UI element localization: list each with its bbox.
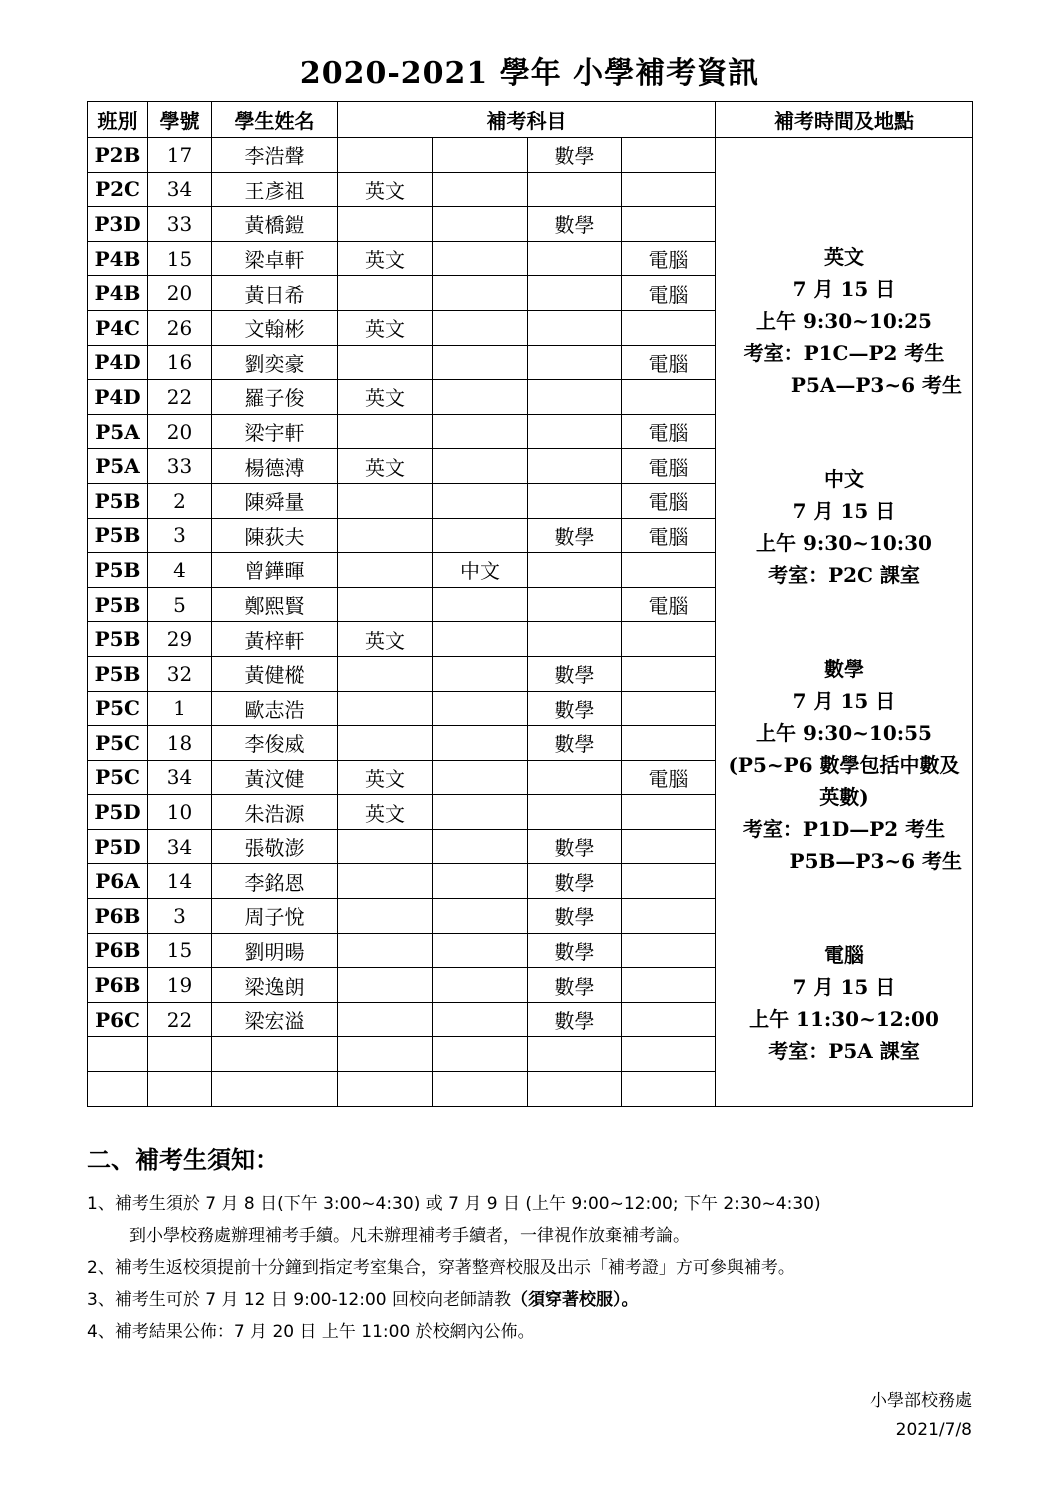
- subject-english-cell: 英文: [338, 795, 433, 830]
- class-cell: P5D: [88, 829, 148, 864]
- subject-english-cell: [338, 899, 433, 934]
- student-number-cell: 3: [148, 899, 212, 934]
- student-name-cell: 梁卓軒: [212, 241, 338, 276]
- math-room-2: P5B—P3~6 考生: [789, 848, 962, 873]
- subject-chinese-cell: [433, 587, 528, 622]
- student-number-cell: 2: [148, 483, 212, 518]
- class-cell: P5A: [88, 449, 148, 484]
- class-cell: P4D: [88, 380, 148, 415]
- subject-chinese-cell: [433, 760, 528, 795]
- notice-item-3: [87, 1284, 821, 1316]
- schedule-english: [716, 241, 972, 401]
- student-number-cell: 15: [148, 933, 212, 968]
- subject-english-cell: [338, 414, 433, 449]
- subject-chinese-cell: [433, 276, 528, 311]
- math-date: 7 月 15 日: [792, 688, 896, 713]
- math-room-1: 考室：P1D—P2 考生: [742, 816, 946, 841]
- subject-chinese-cell: [433, 138, 528, 173]
- english-room-1: 考室：P1C—P2 考生: [743, 340, 945, 365]
- student-name-cell: 陳舜量: [212, 483, 338, 518]
- english-subject: 英文: [824, 244, 864, 269]
- subject-chinese-cell: [433, 726, 528, 761]
- student-name-cell: 周子悅: [212, 899, 338, 934]
- subject-math-cell: 數學: [528, 829, 622, 864]
- class-cell: P5C: [88, 760, 148, 795]
- notice-list: [87, 1188, 821, 1348]
- subject-chinese-cell: [433, 691, 528, 726]
- student-number-cell: 20: [148, 276, 212, 311]
- subject-chinese-cell: [433, 622, 528, 657]
- header-time-place: 補考時間及地點: [716, 102, 973, 138]
- subject-math-cell: 數學: [528, 899, 622, 934]
- student-number-cell: 34: [148, 172, 212, 207]
- student-name-cell: 黃日希: [212, 276, 338, 311]
- subject-math-cell: [528, 276, 622, 311]
- subject-computer-cell: [622, 899, 716, 934]
- class-cell: P5C: [88, 726, 148, 761]
- class-cell: P4B: [88, 241, 148, 276]
- student-name-cell: 鄭熙賢: [212, 587, 338, 622]
- subject-chinese-cell: [433, 795, 528, 830]
- schedule-computer: [716, 939, 972, 1067]
- student-name-cell: 梁宏溢: [212, 1002, 338, 1037]
- subject-english-cell: [338, 726, 433, 761]
- student-number-cell: 22: [148, 1002, 212, 1037]
- schedule-cell: [716, 138, 973, 1107]
- subject-chinese-cell: [433, 968, 528, 1003]
- student-name-cell: 梁宇軒: [212, 414, 338, 449]
- notice-item-4: 4、補考結果公佈：7 月 20 日 上午 11:00 於校網內公佈。: [87, 1322, 535, 1342]
- subject-chinese-cell: [433, 656, 528, 691]
- subject-english-cell: [338, 1037, 433, 1072]
- student-name-cell: 梁逸朗: [212, 968, 338, 1003]
- class-cell: P5B: [88, 622, 148, 657]
- chinese-time: 上午 9:30~10:30: [756, 530, 932, 555]
- table-row: [88, 138, 973, 173]
- student-number-cell: 33: [148, 207, 212, 242]
- schedule-math: [716, 653, 972, 877]
- subject-english-cell: [338, 1002, 433, 1037]
- student-number-cell: 14: [148, 864, 212, 899]
- subject-chinese-cell: [433, 829, 528, 864]
- subject-english-cell: 英文: [338, 449, 433, 484]
- subject-computer-cell: [622, 380, 716, 415]
- subject-math-cell: [528, 587, 622, 622]
- english-room-2: P5A—P3~6 考生: [790, 372, 962, 397]
- class-cell: P2C: [88, 172, 148, 207]
- subject-english-cell: [338, 138, 433, 173]
- subject-chinese-cell: [433, 899, 528, 934]
- class-cell: P5B: [88, 553, 148, 588]
- student-name-cell: 王彥祖: [212, 172, 338, 207]
- class-cell: [88, 1072, 148, 1107]
- class-cell: [88, 1037, 148, 1072]
- student-number-cell: 4: [148, 553, 212, 588]
- computer-time: 上午 11:30~12:00: [749, 1006, 939, 1031]
- subject-english-cell: [338, 276, 433, 311]
- chinese-room: 考室：P2C 課室: [768, 562, 920, 587]
- subject-math-cell: [528, 414, 622, 449]
- class-cell: P5B: [88, 656, 148, 691]
- subject-math-cell: 數學: [528, 933, 622, 968]
- student-name-cell: 張敬澎: [212, 829, 338, 864]
- subject-english-cell: [338, 968, 433, 1003]
- computer-room: 考室：P5A 課室: [768, 1038, 920, 1063]
- subject-computer-cell: 電腦: [622, 760, 716, 795]
- subject-chinese-cell: [433, 1037, 528, 1072]
- subject-chinese-cell: [433, 518, 528, 553]
- subject-computer-cell: [622, 864, 716, 899]
- student-name-cell: 劉奕豪: [212, 345, 338, 380]
- student-name-cell: 羅子俊: [212, 380, 338, 415]
- math-subject: 數學: [824, 656, 864, 681]
- subject-english-cell: [338, 553, 433, 588]
- header-number: 學號: [148, 102, 212, 138]
- student-number-cell: 29: [148, 622, 212, 657]
- table-body: [88, 138, 973, 1107]
- subject-math-cell: [528, 622, 622, 657]
- page-title: 2020-2021 學年 小學補考資訊: [299, 56, 760, 91]
- chinese-subject: 中文: [824, 466, 864, 491]
- header-name: 學生姓名: [212, 102, 338, 138]
- student-name-cell: 黃橋鎧: [212, 207, 338, 242]
- student-number-cell: 22: [148, 380, 212, 415]
- math-time: 上午 9:30~10:55: [756, 720, 932, 745]
- student-number-cell: 19: [148, 968, 212, 1003]
- subject-math-cell: [528, 241, 622, 276]
- student-name-cell: 文翰彬: [212, 310, 338, 345]
- subject-english-cell: [338, 483, 433, 518]
- student-name-cell: 黃健樅: [212, 656, 338, 691]
- subject-math-cell: [528, 380, 622, 415]
- class-cell: P6A: [88, 864, 148, 899]
- class-cell: P4B: [88, 276, 148, 311]
- footer-date: 2021/7/8: [895, 1420, 972, 1440]
- student-name-cell: 歐志浩: [212, 691, 338, 726]
- subject-computer-cell: [622, 622, 716, 657]
- subject-chinese-cell: [433, 172, 528, 207]
- subject-computer-cell: [622, 691, 716, 726]
- subject-english-cell: [338, 691, 433, 726]
- subject-computer-cell: [622, 933, 716, 968]
- notice-heading: 二、補考生須知：: [87, 1145, 279, 1174]
- subject-math-cell: 數學: [528, 207, 622, 242]
- student-name-cell: 劉明暘: [212, 933, 338, 968]
- student-number-cell: 1: [148, 691, 212, 726]
- subject-math-cell: 數學: [528, 138, 622, 173]
- subject-chinese-cell: [433, 207, 528, 242]
- subject-computer-cell: [622, 1002, 716, 1037]
- student-number-cell: 15: [148, 241, 212, 276]
- subject-chinese-cell: [433, 449, 528, 484]
- makeup-exam-table: [87, 101, 973, 1107]
- student-number-cell: 32: [148, 656, 212, 691]
- header-class: 班別: [88, 102, 148, 138]
- student-number-cell: 16: [148, 345, 212, 380]
- subject-chinese-cell: [433, 1002, 528, 1037]
- class-cell: P5D: [88, 795, 148, 830]
- student-name-cell: 楊德溥: [212, 449, 338, 484]
- subject-computer-cell: 電腦: [622, 518, 716, 553]
- subject-math-cell: [528, 172, 622, 207]
- subject-english-cell: [338, 1072, 433, 1107]
- subject-english-cell: [338, 829, 433, 864]
- student-number-cell: 34: [148, 829, 212, 864]
- computer-date: 7 月 15 日: [792, 974, 896, 999]
- student-number-cell: 5: [148, 587, 212, 622]
- subject-chinese-cell: [433, 345, 528, 380]
- subject-english-cell: [338, 587, 433, 622]
- student-number-cell: 10: [148, 795, 212, 830]
- subject-chinese-cell: [433, 414, 528, 449]
- subject-computer-cell: 電腦: [622, 241, 716, 276]
- notice-item-1-cont: 到小學校務處辦理補考手續。凡未辦理補考手續者，一律視作放棄補考論。: [129, 1226, 690, 1246]
- subject-english-cell: [338, 864, 433, 899]
- subject-math-cell: 數學: [528, 726, 622, 761]
- header-subjects: 補考科目: [338, 102, 716, 138]
- subject-math-cell: 數學: [528, 691, 622, 726]
- subject-english-cell: [338, 345, 433, 380]
- class-cell: P5C: [88, 691, 148, 726]
- student-number-cell: 17: [148, 138, 212, 173]
- class-cell: P2B: [88, 138, 148, 173]
- subject-computer-cell: [622, 726, 716, 761]
- subject-math-cell: [528, 1072, 622, 1107]
- subject-english-cell: 英文: [338, 172, 433, 207]
- subject-math-cell: [528, 760, 622, 795]
- subject-computer-cell: 電腦: [622, 276, 716, 311]
- subject-math-cell: [528, 310, 622, 345]
- subject-english-cell: 英文: [338, 622, 433, 657]
- class-cell: P5B: [88, 518, 148, 553]
- subject-computer-cell: [622, 968, 716, 1003]
- notice-item-3-text: 3、補考生可於 7 月 12 日 9:00-12:00 回校向老師請教: [87, 1290, 511, 1310]
- subject-chinese-cell: [433, 864, 528, 899]
- subject-math-cell: [528, 553, 622, 588]
- subject-math-cell: [528, 795, 622, 830]
- student-number-cell: [148, 1037, 212, 1072]
- class-cell: P3D: [88, 207, 148, 242]
- student-number-cell: 18: [148, 726, 212, 761]
- notice-item-2: 2、補考生返校須提前十分鐘到指定考室集合，穿著整齊校服及出示「補考證」方可參與補考。: [87, 1258, 795, 1278]
- footer-office: 小學部校務處: [870, 1391, 972, 1411]
- subject-english-cell: [338, 207, 433, 242]
- class-cell: P5B: [88, 483, 148, 518]
- class-cell: P6B: [88, 968, 148, 1003]
- subject-chinese-cell: [433, 1072, 528, 1107]
- subject-chinese-cell: [433, 380, 528, 415]
- subject-math-cell: [528, 345, 622, 380]
- subject-math-cell: [528, 1037, 622, 1072]
- subject-computer-cell: [622, 138, 716, 173]
- class-cell: P6B: [88, 899, 148, 934]
- subject-computer-cell: 電腦: [622, 345, 716, 380]
- notice-item-1: 1、補考生須於 7 月 8 日(下午 3:00~4:30) 或 7 月 9 日 (上午 9:00~12:00; 下午 2:30~4:30): [87, 1194, 821, 1214]
- student-number-cell: 33: [148, 449, 212, 484]
- subject-computer-cell: [622, 795, 716, 830]
- student-name-cell: 陳荻夫: [212, 518, 338, 553]
- subject-chinese-cell: 中文: [433, 553, 528, 588]
- subject-chinese-cell: [433, 310, 528, 345]
- subject-chinese-cell: [433, 241, 528, 276]
- student-name-cell: 朱浩源: [212, 795, 338, 830]
- subject-math-cell: [528, 449, 622, 484]
- subject-english-cell: [338, 518, 433, 553]
- subject-english-cell: [338, 656, 433, 691]
- chinese-date: 7 月 15 日: [792, 498, 896, 523]
- class-cell: P5A: [88, 414, 148, 449]
- student-name-cell: 李俊威: [212, 726, 338, 761]
- subject-computer-cell: 電腦: [622, 414, 716, 449]
- computer-subject: 電腦: [824, 942, 864, 967]
- student-number-cell: 20: [148, 414, 212, 449]
- subject-computer-cell: 電腦: [622, 449, 716, 484]
- subject-computer-cell: [622, 310, 716, 345]
- math-note-1: (P5~P6 數學包括中數及: [728, 752, 960, 777]
- subject-computer-cell: [622, 1072, 716, 1107]
- english-time: 上午 9:30~10:25: [756, 308, 932, 333]
- class-cell: P6B: [88, 933, 148, 968]
- english-date: 7 月 15 日: [792, 276, 896, 301]
- subject-computer-cell: 電腦: [622, 587, 716, 622]
- subject-math-cell: 數學: [528, 1002, 622, 1037]
- subject-chinese-cell: [433, 933, 528, 968]
- subject-math-cell: 數學: [528, 864, 622, 899]
- table-header-row: [88, 102, 973, 138]
- student-name-cell: [212, 1072, 338, 1107]
- subject-computer-cell: [622, 656, 716, 691]
- subject-english-cell: 英文: [338, 380, 433, 415]
- student-name-cell: [212, 1037, 338, 1072]
- subject-english-cell: 英文: [338, 760, 433, 795]
- subject-computer-cell: [622, 553, 716, 588]
- class-cell: P4C: [88, 310, 148, 345]
- notice-item-3-emphasis: （須穿著校服）。: [511, 1290, 639, 1310]
- subject-computer-cell: [622, 207, 716, 242]
- subject-english-cell: 英文: [338, 241, 433, 276]
- student-name-cell: 黃梓軒: [212, 622, 338, 657]
- student-name-cell: 曾鏵暉: [212, 553, 338, 588]
- subject-math-cell: 數學: [528, 518, 622, 553]
- class-cell: P6C: [88, 1002, 148, 1037]
- student-name-cell: 黃汶健: [212, 760, 338, 795]
- student-number-cell: [148, 1072, 212, 1107]
- subject-computer-cell: [622, 829, 716, 864]
- subject-math-cell: 數學: [528, 968, 622, 1003]
- student-number-cell: 34: [148, 760, 212, 795]
- student-number-cell: 3: [148, 518, 212, 553]
- subject-computer-cell: [622, 1037, 716, 1072]
- math-note-2: 英數): [819, 784, 869, 809]
- subject-computer-cell: 電腦: [622, 483, 716, 518]
- student-name-cell: 李浩聲: [212, 138, 338, 173]
- schedule-chinese: [716, 463, 972, 591]
- class-cell: P5B: [88, 587, 148, 622]
- class-cell: P4D: [88, 345, 148, 380]
- subject-english-cell: 英文: [338, 310, 433, 345]
- subject-computer-cell: [622, 172, 716, 207]
- subject-chinese-cell: [433, 483, 528, 518]
- student-number-cell: 26: [148, 310, 212, 345]
- subject-english-cell: [338, 933, 433, 968]
- subject-math-cell: [528, 483, 622, 518]
- student-name-cell: 李銘恩: [212, 864, 338, 899]
- subject-math-cell: 數學: [528, 656, 622, 691]
